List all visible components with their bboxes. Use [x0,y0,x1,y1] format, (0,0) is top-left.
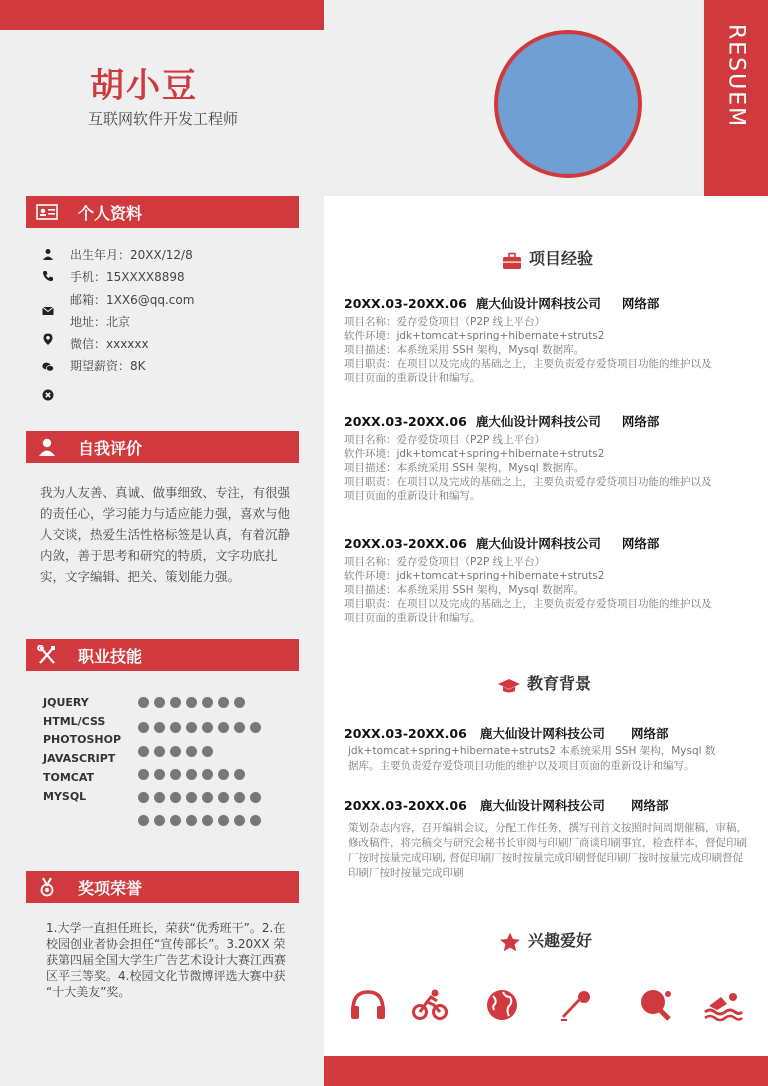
project-detail-line: 项目描述：本系统采用 SSH 架构，Mysql 数据库。 [344,344,585,356]
skill-dot [218,722,229,733]
skill-dot [186,792,197,803]
skill-dot [138,697,149,708]
medal-icon [36,877,58,897]
cycling-icon [411,988,449,1022]
project-header [344,294,680,312]
skill-name: PHOTOSHOP [43,733,122,746]
education-text: 策划杂志内容，召开编辑会议，分配工作任务，撰写刊首文按照时间周期催稿，审稿，修改稿件，将完稿交与研究会秘书长审阅与印刷厂商谈印刷事宜，检查样本，督促印刷厂按时按量完成印刷, 督促印刷厂按时按量完成印刷督促印刷厂按时按量完成印刷督促印刷厂按时按量完成印刷 [348,822,747,879]
skill-dot [234,697,245,708]
skill-dot [170,769,181,780]
skill-dot [250,722,261,733]
bottom-red-bar [324,1056,768,1086]
profile-heading: 个人资料 [78,204,143,223]
skill-dot [202,792,213,803]
skill-dot [170,722,181,733]
skill-name: HTML/CSS [43,715,106,728]
project-detail-line: 项目描述：本系统采用 SSH 架构，Mysql 数据库。 [344,462,585,474]
project-detail-line: 软件环境：jdk+tomcat+spring+hibernate+struts2 [344,448,605,460]
skill-level-dots [138,697,245,708]
headphones-icon [349,988,387,1022]
skill-dot [234,769,245,780]
self-eval-heading: 自我评价 [78,439,143,458]
skill-dot [186,746,197,757]
wechat-icon [42,361,54,373]
envelope-icon [42,305,54,317]
skill-dot [154,722,165,733]
self-eval-section-header [26,431,299,463]
education-header: 20XX.03-20XX.06 鹿大仙设计网科技公司 网络部 [344,798,669,813]
project-detail-line: 软件环境：jdk+tomcat+spring+hibernate+struts2 [344,330,605,342]
awards-heading: 奖项荣誉 [78,879,143,898]
profile-section-header [26,196,299,228]
skill-dot [138,722,149,733]
skill-dot [154,697,165,708]
skill-extra-dots [138,815,261,826]
awards-section-header [26,871,299,903]
skill-dot [170,746,181,757]
skill-dot [234,792,245,803]
projects-heading: 项目经验 [529,249,594,268]
project-details [344,555,724,625]
skill-dot [202,722,213,733]
resume-label: RESUEM [723,24,749,129]
project-detail-line: 项目职责：在项目以及完成的基础之上，主要负责爱存爱贷项目功能的维护以及 [344,598,712,610]
skill-level-dots [138,792,261,803]
project-detail-line: 项目职责：在项目以及完成的基础之上，主要负责爱存爱贷项目功能的维护以及 [344,476,712,488]
user-icon [36,437,58,457]
skill-name: JQUERY [43,696,89,709]
id-card-icon [36,202,58,222]
skill-dot [202,697,213,708]
mail-icon [42,293,54,305]
skill-dot [186,722,197,733]
swimming-icon [703,988,743,1022]
project-company: 鹿大仙设计网科技公司 [475,536,601,551]
person-icon [42,248,54,260]
skill-dot [138,746,149,757]
globe-icon [483,988,521,1022]
phone-icon [42,270,54,282]
project-detail-line: 项目名称：爱存爱贷项目（P2P 线上平台） [344,556,546,568]
candidate-name: 胡小豆 [90,66,198,106]
avatar [494,30,642,178]
skill-dot [170,792,181,803]
self-eval-text: 我为人友善、真诚、做事细致、专注，有很强的责任心，学习能力与适应能力强，喜欢与他人交谈，热爱生活性格标签是认真，有着沉静内敛，善于思考和研究的特质，文字功底扎实，文字编辑、把关、策划能力强。 [40,485,291,584]
project-details [344,315,724,385]
skill-dot [218,769,229,780]
project-dept: 网络部 [621,414,660,429]
project-detail-line: 项目页面的重新设计和编写。 [344,612,481,624]
project-period: 20XX.03-20XX.06 [344,536,467,551]
skill-dot [154,746,165,757]
project-details [344,433,724,503]
project-company: 鹿大仙设计网科技公司 [475,296,601,311]
skills-section-header [26,639,299,671]
location-icon [42,333,54,345]
skill-name: MYSQL [43,790,87,803]
briefcase-icon [502,252,522,270]
skill-dot [218,792,229,803]
project-detail-line: 项目名称：爱存爱贷项目（P2P 线上平台） [344,316,546,328]
microphone-icon [557,988,595,1022]
project-detail-line: 项目职责：在项目以及完成的基础之上，主要负责爱存爱贷项目功能的维护以及 [344,358,712,370]
project-period: 20XX.03-20XX.06 [344,414,467,429]
skill-dot [202,769,213,780]
skill-dot [250,792,261,803]
project-detail-line: 项目描述：本系统采用 SSH 架构，Mysql 数据库。 [344,584,585,596]
skill-dot [154,792,165,803]
project-dept: 网络部 [621,536,660,551]
project-detail-line: 项目页面的重新设计和编写。 [344,372,481,384]
project-company: 鹿大仙设计网科技公司 [475,414,601,429]
project-period: 20XX.03-20XX.06 [344,296,467,311]
education-header: 20XX.03-20XX.06 鹿大仙设计网科技公司 网络部 [344,726,669,741]
graduation-cap-icon [497,677,521,695]
close-circle-icon [42,389,54,401]
skill-name: JAVASCRIPT [43,752,116,765]
project-dept: 网络部 [621,296,660,311]
education-text: jdk+tomcat+spring+hibernate+struts2 本系统采用 SSH 架构，Mysql 数据库。主要负责爱存爱贷项目功能的维护以及项目页面的重新设计和编写。 [348,745,716,772]
skills-heading: 职业技能 [78,647,143,666]
project-header [344,412,680,430]
skill-dot [154,769,165,780]
resume-tab [704,0,768,196]
project-detail-line: 项目名称：爱存爱贷项目（P2P 线上平台） [344,434,546,446]
skill-dot [138,792,149,803]
awards-text: 1.大学一直担任班长，荣获“优秀班干”。2.在校园创业者协会担任“宣传部长”。3.20XX 荣获第四届全国大学生广告艺术设计大赛江西赛区平三等奖。4.校园文化节微博评选大赛中获 “十大美友”奖。 [46,921,287,999]
skill-dot [186,769,197,780]
education-heading: 教育背景 [527,674,592,693]
skill-level-dots [138,769,245,780]
table-tennis-icon [636,988,674,1022]
skill-dot [138,769,149,780]
skill-dot [218,697,229,708]
skill-name: TOMCAT [43,771,95,784]
job-title: 互联网软件开发工程师 [88,110,239,128]
star-icon [499,932,521,952]
project-header [344,534,680,552]
skill-dot [170,697,181,708]
skill-dot [234,722,245,733]
skill-dot [186,697,197,708]
project-detail-line: 项目页面的重新设计和编写。 [344,490,481,502]
top-red-bar [0,0,324,30]
tools-icon [36,645,58,665]
hobbies-heading: 兴趣爱好 [528,931,593,950]
skill-dot [202,746,213,757]
skill-level-dots [138,746,213,757]
skill-level-dots [138,722,261,733]
project-detail-line: 软件环境：jdk+tomcat+spring+hibernate+struts2 [344,570,605,582]
